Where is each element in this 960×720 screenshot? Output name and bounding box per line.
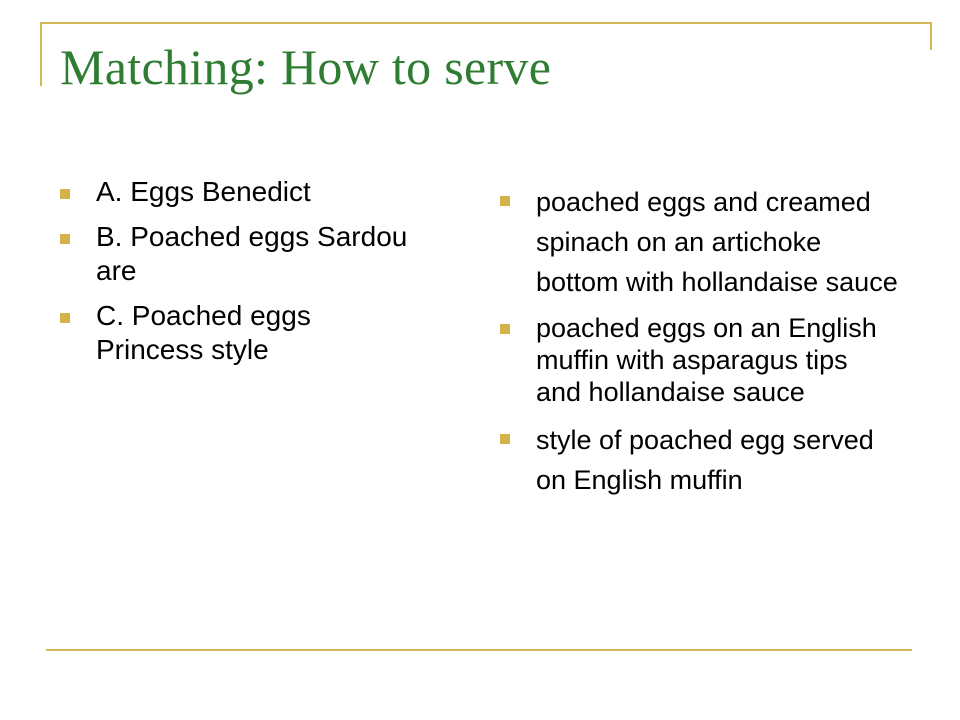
definition-item-2 — [500, 312, 900, 408]
square-bullet-icon — [500, 434, 510, 444]
bottom-rule — [46, 649, 912, 651]
left-item-text: C. Poached eggs Princess style — [96, 300, 311, 365]
right-column-list — [500, 182, 900, 510]
square-bullet-icon — [60, 234, 70, 244]
definition-item-3 — [500, 420, 900, 500]
square-bullet-icon — [500, 324, 510, 334]
left-item-text: A. Eggs Benedict — [96, 176, 311, 207]
list-item-b — [60, 220, 420, 288]
right-item-text: poached eggs on an English muffin with asparagus tips and hollandaise sauce — [536, 313, 877, 407]
list-item-c — [60, 299, 420, 367]
right-item-text: style of poached egg served on English muffin — [536, 425, 874, 495]
square-bullet-icon — [60, 313, 70, 323]
right-rule — [930, 22, 932, 50]
list-item-a — [60, 175, 420, 209]
definition-item-1 — [500, 182, 900, 302]
slide-title: Matching: How to serve — [60, 39, 552, 95]
left-item-text: B. Poached eggs Sardou are — [96, 221, 408, 286]
left-rule — [40, 22, 42, 86]
square-bullet-icon — [60, 189, 70, 199]
left-column-list — [60, 175, 420, 378]
square-bullet-icon — [500, 196, 510, 206]
right-item-text: poached eggs and creamed spinach on an artichoke bottom with hollandaise sauce — [536, 187, 898, 297]
top-rule — [40, 22, 932, 24]
